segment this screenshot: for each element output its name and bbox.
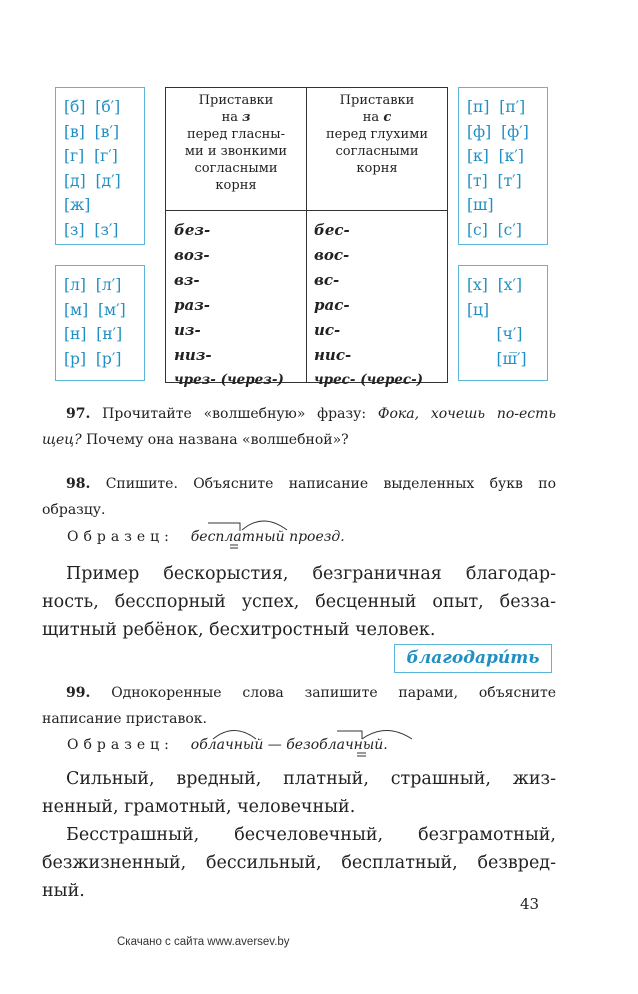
sample-text: облачный — безоблачный.	[190, 737, 388, 753]
prefix-item: ис-	[314, 321, 341, 339]
sound-line: [в] [в′]	[64, 122, 120, 141]
sound-line: [т] [т′]	[467, 171, 522, 190]
sound-line: [ч′]	[467, 325, 523, 343]
header-letter: с	[383, 110, 392, 125]
exercise-body-text: Сильный, вредный, платный, страшный, жиз-ненный, грамотный, человечный.	[42, 769, 556, 817]
header-line: корня	[215, 178, 257, 193]
header-line: Приставки	[339, 93, 415, 108]
header-text: на	[221, 110, 243, 125]
sound-line: [д] [д′]	[64, 171, 121, 190]
sound-line: [ш̅′]	[467, 349, 527, 368]
prefix-mark	[337, 731, 362, 739]
sound-line: [р] [р′]	[64, 349, 122, 368]
page-number: 43	[520, 895, 540, 913]
prefix-item: рас-	[314, 296, 350, 314]
prefix-item: вс-	[314, 271, 340, 289]
magic-phrase: Фока, хочешь по-есть щец?	[42, 406, 557, 448]
prefix-item: воз-	[174, 246, 210, 264]
prefix-item: бес-	[314, 221, 350, 239]
prefix-item: из-	[174, 321, 201, 339]
header-line: Приставки	[198, 93, 274, 108]
prefix-item: без-	[174, 221, 211, 239]
prefix-item: вос-	[314, 246, 350, 264]
exercise-text: Спишите. Объясните написание выделенных букв по образцу.	[42, 476, 556, 518]
prefix-item: раз-	[174, 296, 211, 314]
exercise-body-text: Бесстрашный, бесчеловечный, безграмотный, безжизненный, бессильный, бесплатный, безвред-ный.	[42, 825, 556, 901]
header-letter: з	[242, 110, 251, 125]
prefix-item: низ-	[174, 346, 212, 364]
exercise-text: Однокоренные слова запишите парами, объясните написание приставок.	[42, 685, 557, 727]
prefix-item: чрес- (черес-)	[314, 372, 424, 388]
exercise-question: Почему она названа «волшебной»?	[86, 432, 349, 448]
exercise-text: Прочитайте «волшебную» фразу:	[102, 406, 367, 422]
dictionary-word: благодари́ть	[406, 648, 540, 668]
exercise-body-text: Пример бескорыстия, безграничная благодар-ность, бесспорный успех, бесценный опыт, безза-щитный ребёнок, бесхитростный человек.	[42, 564, 556, 640]
header-line: перед гласны-	[186, 127, 285, 142]
sound-line: [к] [к′]	[467, 147, 524, 165]
header-line: согласными	[335, 144, 419, 159]
sound-line: [х] [х′]	[467, 276, 523, 294]
sound-line: [з] [з′]	[64, 220, 119, 239]
sound-line: [л] [л′]	[64, 276, 122, 294]
prefix-item: вз-	[174, 271, 200, 289]
prefix-item: нис-	[314, 346, 352, 364]
exercise-number: 98.	[66, 476, 91, 492]
sound-line: [ж]	[64, 196, 91, 214]
sound-line: [н] [н′]	[64, 325, 123, 343]
header-line: согласными	[194, 161, 278, 176]
header-text: на	[362, 110, 384, 125]
sample-label: Образец:	[67, 737, 174, 753]
sample-label: Образец:	[67, 529, 174, 545]
sound-line: [ц]	[467, 300, 490, 319]
root-arc	[213, 731, 256, 740]
sound-line: [г] [г′]	[64, 147, 118, 165]
sample-text: бесплатный проезд.	[190, 529, 345, 545]
sound-line: [с] [с′]	[467, 220, 522, 239]
sound-line: [б] [б′]	[64, 98, 121, 116]
exercise-number: 97.	[66, 406, 91, 422]
sound-line: [п] [п′]	[467, 98, 526, 116]
exercise-number: 99.	[66, 685, 91, 701]
header-line: корня	[356, 161, 398, 176]
sound-line: [ш]	[467, 196, 494, 214]
exercise-99-body-2	[42, 821, 556, 905]
sound-line: [м] [м′]	[64, 300, 126, 319]
prefix-item: чрез- (через-)	[174, 372, 284, 388]
sound-line: [ф] [ф′]	[467, 122, 529, 141]
header-line: ми и звонкими	[184, 144, 288, 159]
root-arc	[362, 731, 412, 740]
header-line: перед глухими	[325, 127, 428, 142]
exercise-99-body-1	[42, 765, 556, 821]
download-footer: Скачано с сайта www.aversev.by	[117, 936, 290, 948]
